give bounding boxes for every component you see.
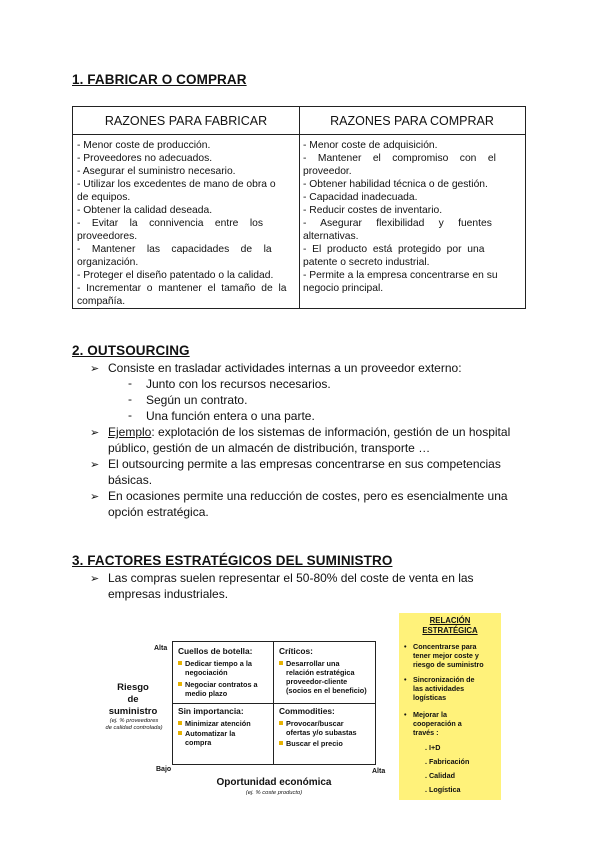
quadrant-bottleneck-item: Dedicar tiempo a la negociación [178,659,252,677]
table-line: - El producto está protegido por una [303,244,485,255]
table-line: - Menor coste de adquisición. [303,140,438,151]
table-line: - Asegurar flexibilidad y fuentes [303,218,492,229]
table-line: - Menor coste de producción. [77,140,211,151]
quadrant-bottleneck-item: Negociar contratos a medio plazo [178,680,258,698]
ejemplo-text: : explotación de los sistemas de información, gestión de un hospital [151,425,511,439]
table-line: proveedores. [77,231,138,242]
table-line: organización. [77,257,139,268]
y-axis-low-label: Bajo [156,766,172,773]
table-line: de equipos. [77,192,131,203]
bullet-reduccion-costes [108,488,528,520]
table-line: negocio principal. [303,283,384,294]
table-line: - Obtener la calidad deseada. [77,205,213,216]
bullet-square-icon [178,721,182,725]
quadrant-bottleneck-title: Cuellos de botella: [178,646,253,656]
quadrant-critical-title: Críticos: [279,646,313,656]
section-2-title: 2. OUTSOURCING [72,343,190,358]
quadrant-commodities-item: Provocar/buscar ofertas y/o subastas [279,719,357,737]
ejemplo-text-2: público, gestión de un almacén de distribución, transporte … [108,441,431,455]
y-sub-line: (ej. % proveedores [109,718,159,724]
table-line: - Evitar la connivencia entre los [77,218,263,229]
arrow-bullet-icon: ➢ [90,459,100,471]
table-line: compañía. [77,296,126,307]
reasons-buy-list [303,139,521,295]
table-line: - Mantener las capacidades de la [77,244,272,255]
bullet-square-icon [178,731,182,735]
column-divider [299,107,300,308]
yellow-title-line: ESTRATÉGICA [422,626,478,635]
y-title-line: Riesgo [117,682,149,693]
bullet-competencias [108,456,528,488]
dash-bullet-icon: - [128,376,132,390]
table-line: proveedor. [303,166,352,177]
dash-bullet-icon: - [128,392,132,406]
matrix-box [172,641,376,765]
arrow-bullet-icon: ➢ [90,427,100,439]
arrow-bullet-icon: ➢ [90,363,100,375]
reasons-make-list [77,139,295,308]
x-axis-title: Oportunidad económica [216,777,332,788]
x-axis-high-label: Alta [372,768,386,775]
table-line: - Proveedores no adecuados. [77,153,213,164]
reduccion-line-2: opción estratégica. [108,505,209,519]
bullet-compras [108,570,528,602]
quadrant-critical-item: Desarrollar una relación estratégica proveedor-cliente (socios en el beneficio) [279,659,367,695]
header-comprar: RAZONES PARA COMPRAR [299,107,525,135]
section-3-title: 3. FACTORES ESTRATÉGICOS DEL SUMINISTRO [72,553,393,568]
table-line: patente o secreto industrial. [303,257,430,268]
yellow-bullet: • [404,710,407,719]
competencias-line-2: básicas. [108,473,153,487]
table-line: - Permite a la empresa concentrarse en su [303,270,498,281]
yellow-item-3: Mejorar la cooperación a través : [413,710,462,737]
y-title-line: suministro [108,706,158,717]
table-line: alternativas. [303,231,359,242]
y-axis-title [104,682,162,718]
table-line: - Incrementar o mantener el tamaño de la [77,283,287,294]
bullet-square-icon [279,721,283,725]
ejemplo-label: Ejemplo [108,425,152,439]
yellow-item-2: Sincronización de las actividades logísticas [413,675,475,702]
table-line: - Reducir costes de inventario. [303,205,443,216]
table-line: - Mantener el compromiso con el [303,153,496,164]
bullet-square-icon [279,741,283,745]
yellow-sub-item: . Logística [425,785,461,794]
sub-bullet-2: Según un contrato. [146,393,248,407]
x-axis-subtitle: (ej. % coste producto) [245,790,303,796]
yellow-sub-item: . Calidad [425,771,455,780]
quadrant-noncritical-item: Minimizar atención [178,719,251,728]
compras-line-1: Las compras suelen representar el 50-80% del coste de venta en las [108,571,474,585]
y-sub-line: de calidad controlada) [105,725,163,731]
table-line: - Capacidad inadecuada. [303,192,418,203]
matrix-horizontal-divider [173,703,375,704]
bullet-ejemplo [108,424,528,456]
yellow-item-1: Concentrarse para tener mejor coste y riesgo de suministro [413,642,484,669]
table-line: - Obtener habilidad técnica o de gestión. [303,179,488,190]
yellow-sub-item: . Fabricación [425,757,470,766]
table-line: - Asegurar el suministro necesario. [77,166,236,177]
section-1-title: 1. FABRICAR O COMPRAR [72,72,247,87]
dash-bullet-icon: - [128,408,132,422]
bullet-square-icon [178,661,182,665]
quadrant-commodities-item: Buscar el precio [279,739,343,748]
sub-bullet-1: Junto con los recursos necesarios. [146,377,331,391]
yellow-title-line: RELACIÓN [429,616,471,625]
strategic-relation-box [399,613,501,800]
y-axis-subtitle [94,718,174,732]
compras-line-2: empresas industriales. [108,587,229,601]
yellow-sub-item: . I+D [425,743,441,752]
competencias-line-1: El outsourcing permite a las empresas concentrarse en sus competencias [108,457,501,471]
quadrant-noncritical-item: Automatizar la compra [178,729,235,747]
bullet-square-icon [178,682,182,686]
bullet-square-icon [279,661,283,665]
strategic-relation-title [399,616,501,636]
table-line: - Proteger el diseño patentado o la calidad. [77,270,274,281]
header-fabricar: RAZONES PARA FABRICAR [73,107,299,135]
arrow-bullet-icon: ➢ [90,491,100,503]
yellow-bullet: • [404,642,407,651]
make-or-buy-table [72,106,526,309]
bullet-outsourcing-def: Consiste en trasladar actividades internas a un proveedor externo: [108,361,462,375]
sub-bullet-3: Una función entera o una parte. [146,409,315,423]
reduccion-line-1: En ocasiones permite una reducción de costes, pero es esencialmente una [108,489,508,503]
y-title-line: de [127,694,139,705]
y-axis-high-label: Alta [154,645,168,652]
arrow-bullet-icon: ➢ [90,573,100,585]
yellow-bullet: • [404,675,407,684]
quadrant-noncritical-title: Sin importancia: [178,706,244,716]
quadrant-commodities-title: Commodities: [279,706,335,716]
table-line: - Utilizar los excedentes de mano de obra o [77,179,276,190]
